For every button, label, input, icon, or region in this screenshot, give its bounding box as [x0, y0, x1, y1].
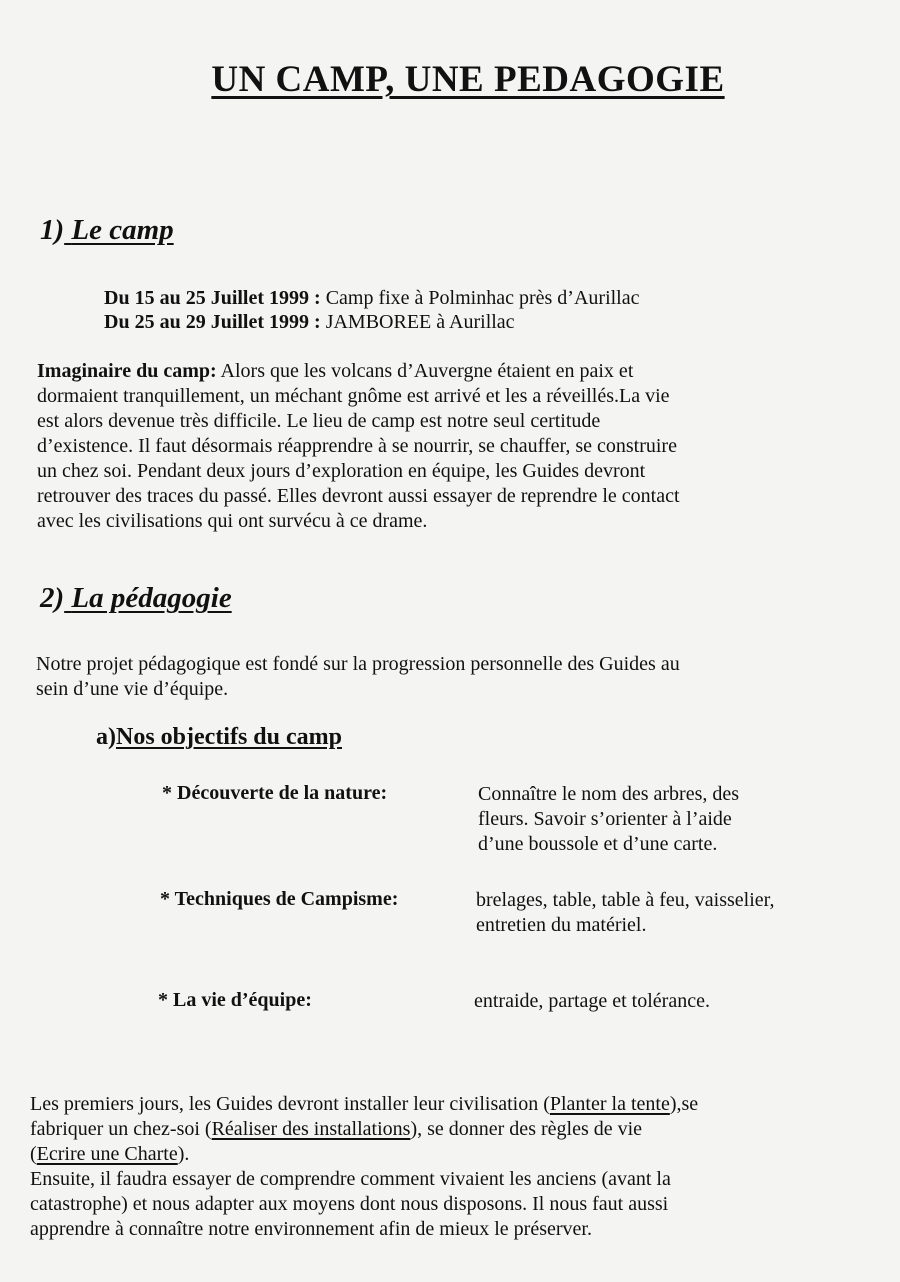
closing-text-2b: ), se donner des règles de vie [410, 1118, 643, 1140]
section2-number: 2) [40, 582, 65, 614]
section2-heading-text: La pédagogie [71, 582, 232, 614]
intro-line-1: Notre projet pédagogique est fondé sur la progression personnelle des Guides au [36, 653, 680, 675]
page-title: UN CAMP, UNE PEDAGOGIE [211, 59, 725, 100]
date-desc-2: JAMBOREE à Aurillac [325, 311, 515, 333]
imaginaire-line-7: avec les civilisations qui ont survécu à ce drame. [37, 510, 428, 532]
imaginaire-line-5: un chez soi. Pendant deux jours d’exploration en équipe, les Guides devront [37, 460, 646, 482]
section1-heading [40, 214, 174, 247]
objectives-number: a) [96, 724, 116, 750]
objective-value-nature [478, 782, 838, 857]
closing-line-4: Ensuite, il faudra essayer de comprendre comment vivaient les anciens (avant la [30, 1168, 671, 1190]
intro-line-2: sein d’une vie d’équipe. [36, 678, 229, 700]
closing-line-1 [30, 1092, 880, 1117]
objective-label-equipe: * La vie d’équipe: [158, 989, 312, 1011]
closing-line-5: catastrophe) et nous adapter aux moyens dont nous disposons. Il nous faut aussi [30, 1193, 669, 1215]
imaginaire-line-1 [37, 359, 877, 384]
objective-value-equipe [474, 989, 854, 1014]
imaginaire-line-3: est alors devenue très difficile. Le lieu de camp est notre seul certitude [37, 410, 601, 432]
closing-text-3b: ). [177, 1143, 190, 1165]
section2-heading [40, 582, 232, 615]
objective-equipe-line-1: entraide, partage et tolérance. [474, 990, 710, 1012]
closing-text-1b: ),se [669, 1093, 699, 1115]
date-line-2 [104, 310, 515, 335]
section1-number: 1) [40, 214, 65, 246]
imaginaire-text-1: Alors que les volcans d’Auvergne étaient en paix et [216, 360, 634, 382]
closing-line-2 [30, 1117, 880, 1142]
closing-text-1a: Les premiers jours, les Guides devront installer leur civilisation ( [30, 1093, 550, 1115]
imaginaire-line-6: retrouver des traces du passé. Elles devront aussi essayer de reprendre le contact [37, 485, 680, 507]
pedagogie-intro [36, 652, 876, 702]
objective-nature-line-3: d’une boussole et d’une carte. [478, 833, 718, 855]
closing-line-3 [30, 1142, 880, 1167]
closing-line-6: apprendre à connaître notre environnement afin de mieux le préserver. [30, 1218, 592, 1240]
date-range-2: Du 25 au 29 Juillet 1999 : [104, 311, 321, 333]
objective-nature-line-2: fleurs. Savoir s’orienter à l’aide [478, 808, 732, 830]
date-range-1: Du 15 au 25 Juillet 1999 : [104, 287, 321, 309]
objective-label-nature: * Découverte de la nature: [162, 782, 388, 804]
imaginaire-line-2: dormaient tranquillement, un méchant gnôme est arrivé et les a réveillés.La vie [37, 385, 670, 407]
objective-campisme-line-1: brelages, table, table à feu, vaisselier, [476, 889, 775, 911]
objective-label-campisme: * Techniques de Campisme: [160, 888, 399, 910]
objective-value-campisme [476, 888, 856, 938]
date-line-1 [104, 286, 640, 311]
closing-underlined-charte: Ecrire une Charte [36, 1143, 178, 1165]
objectives-heading-text: Nos objectifs du camp [116, 724, 342, 750]
closing-paragraph [30, 1092, 880, 1242]
section1-heading-text: Le camp [71, 214, 174, 246]
objective-nature-line-1: Connaître le nom des arbres, des [478, 783, 740, 805]
imaginaire-label: Imaginaire du camp: [37, 360, 217, 382]
closing-underlined-tente: Planter la tente [549, 1093, 670, 1115]
closing-text-2a: fabriquer un chez-soi ( [30, 1118, 212, 1140]
closing-text-3a: ( [30, 1143, 37, 1165]
closing-underlined-installations: Réaliser des installations [211, 1118, 411, 1140]
date-desc-1: Camp fixe à Polminhac près d’Aurillac [325, 287, 640, 309]
objectives-heading [96, 724, 342, 751]
imaginaire-paragraph [37, 359, 877, 534]
imaginaire-line-4: d’existence. Il faut désormais réapprendre à se nourrir, se chauffer, se construire [37, 435, 677, 457]
objective-campisme-line-2: entretien du matériel. [476, 914, 647, 936]
